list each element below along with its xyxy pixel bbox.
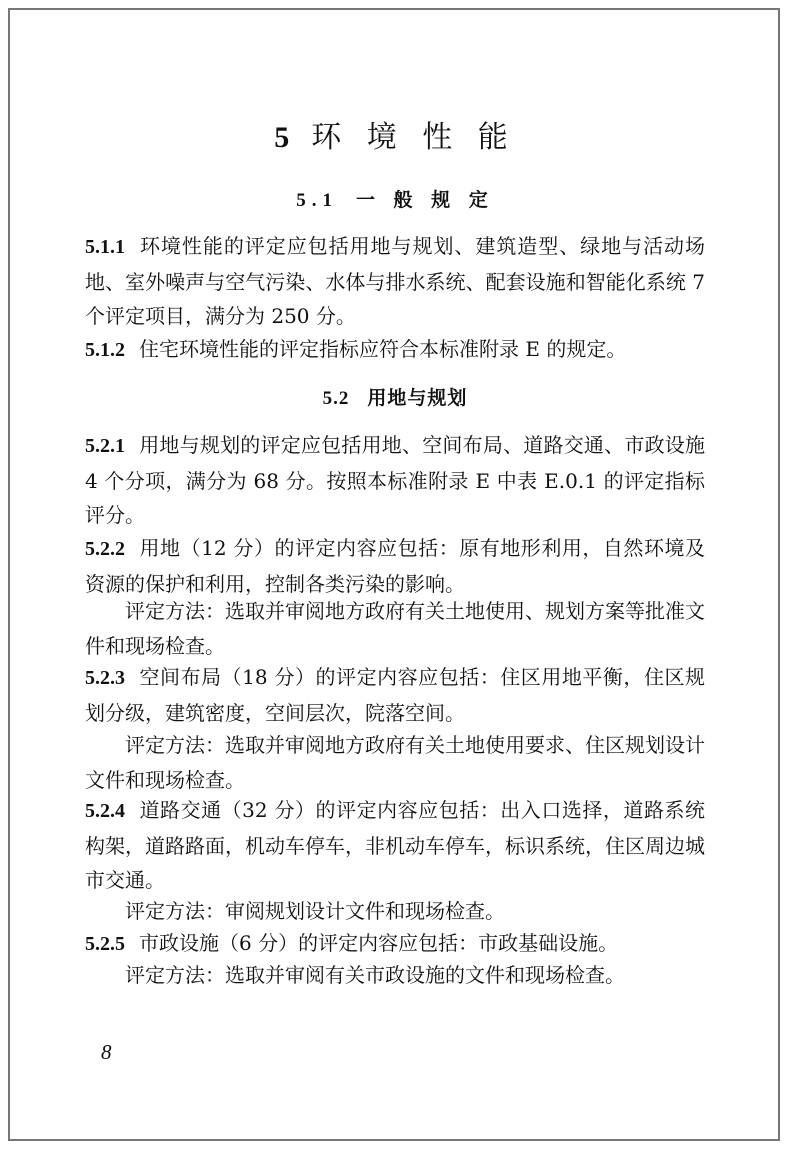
clause-text: 市政设施（6 分）的评定内容应包括：市政基础设施。 xyxy=(139,931,619,955)
clause-text: 住宅环境性能的评定指标应符合本标准附录 E 的规定。 xyxy=(139,337,627,361)
clause-paragraph xyxy=(85,660,705,730)
clause-paragraph xyxy=(85,229,705,334)
evaluation-method: 评定方法：审阅规划设计文件和现场检查。 xyxy=(125,899,505,923)
section-title-text: 一 般 规 定 xyxy=(355,189,494,211)
clause-text: 用地与规划的评定应包括用地、空间布局、道路交通、市政设施 4 个分项，满分为 68 分。按照本标准附录 E 中表 E.0.1 的评定指标评分。 xyxy=(85,433,705,527)
chapter-number: 5 xyxy=(274,121,298,154)
clause-number: 5.2.3 xyxy=(85,667,125,689)
clause-number: 5.2.5 xyxy=(85,933,125,955)
section-title-text: 用地与规划 xyxy=(367,387,468,409)
evaluation-method: 评定方法：选取并审阅地方政府有关土地使用要求、住区规划设计文件和现场检查。 xyxy=(85,733,705,792)
clause-paragraph xyxy=(85,332,705,368)
section-title xyxy=(0,383,790,410)
section-number: 5.2 xyxy=(322,388,350,409)
clause-paragraph xyxy=(85,531,705,601)
clause-paragraph xyxy=(85,428,705,533)
clause-number: 5.1.2 xyxy=(85,339,125,361)
clause-number: 5.2.4 xyxy=(85,800,125,822)
chapter-title-text: 环 境 性 能 xyxy=(311,120,516,155)
evaluation-method: 评定方法：选取并审阅地方政府有关土地使用、规划方案等批准文件和现场检查。 xyxy=(85,599,705,658)
section-title xyxy=(0,185,790,212)
chapter-title xyxy=(0,112,790,156)
clause-paragraph xyxy=(85,793,705,898)
clause-text: 空间布局（18 分）的评定内容应包括：住区用地平衡，住区规划分级，建筑密度，空间层次，院落空间。 xyxy=(85,665,705,725)
section-number: 5.1 xyxy=(296,190,338,211)
clause-number: 5.2.2 xyxy=(85,538,125,560)
clause-text: 道路交通（32 分）的评定内容应包括：出入口选择，道路系统构架，道路路面，机动车停车，非机动车停车，标识系统，住区周边城市交通。 xyxy=(85,798,705,892)
clause-text: 用地（12 分）的评定内容应包括：原有地形利用，自然环境及资源的保护和利用，控制各类污染的影响。 xyxy=(85,536,705,596)
clause-text: 环境性能的评定应包括用地与规划、建筑造型、绿地与活动场地、室外噪声与空气污染、水体与排水系统、配套设施和智能化系统 7 个评定项目，满分为 250 分。 xyxy=(85,234,705,328)
page-number: 8 xyxy=(101,1040,112,1064)
evaluation-method: 评定方法：选取并审阅有关市政设施的文件和现场检查。 xyxy=(125,963,625,987)
clause-number: 5.2.1 xyxy=(85,435,125,457)
clause-number: 5.1.1 xyxy=(85,236,125,258)
clause-paragraph xyxy=(85,926,705,962)
